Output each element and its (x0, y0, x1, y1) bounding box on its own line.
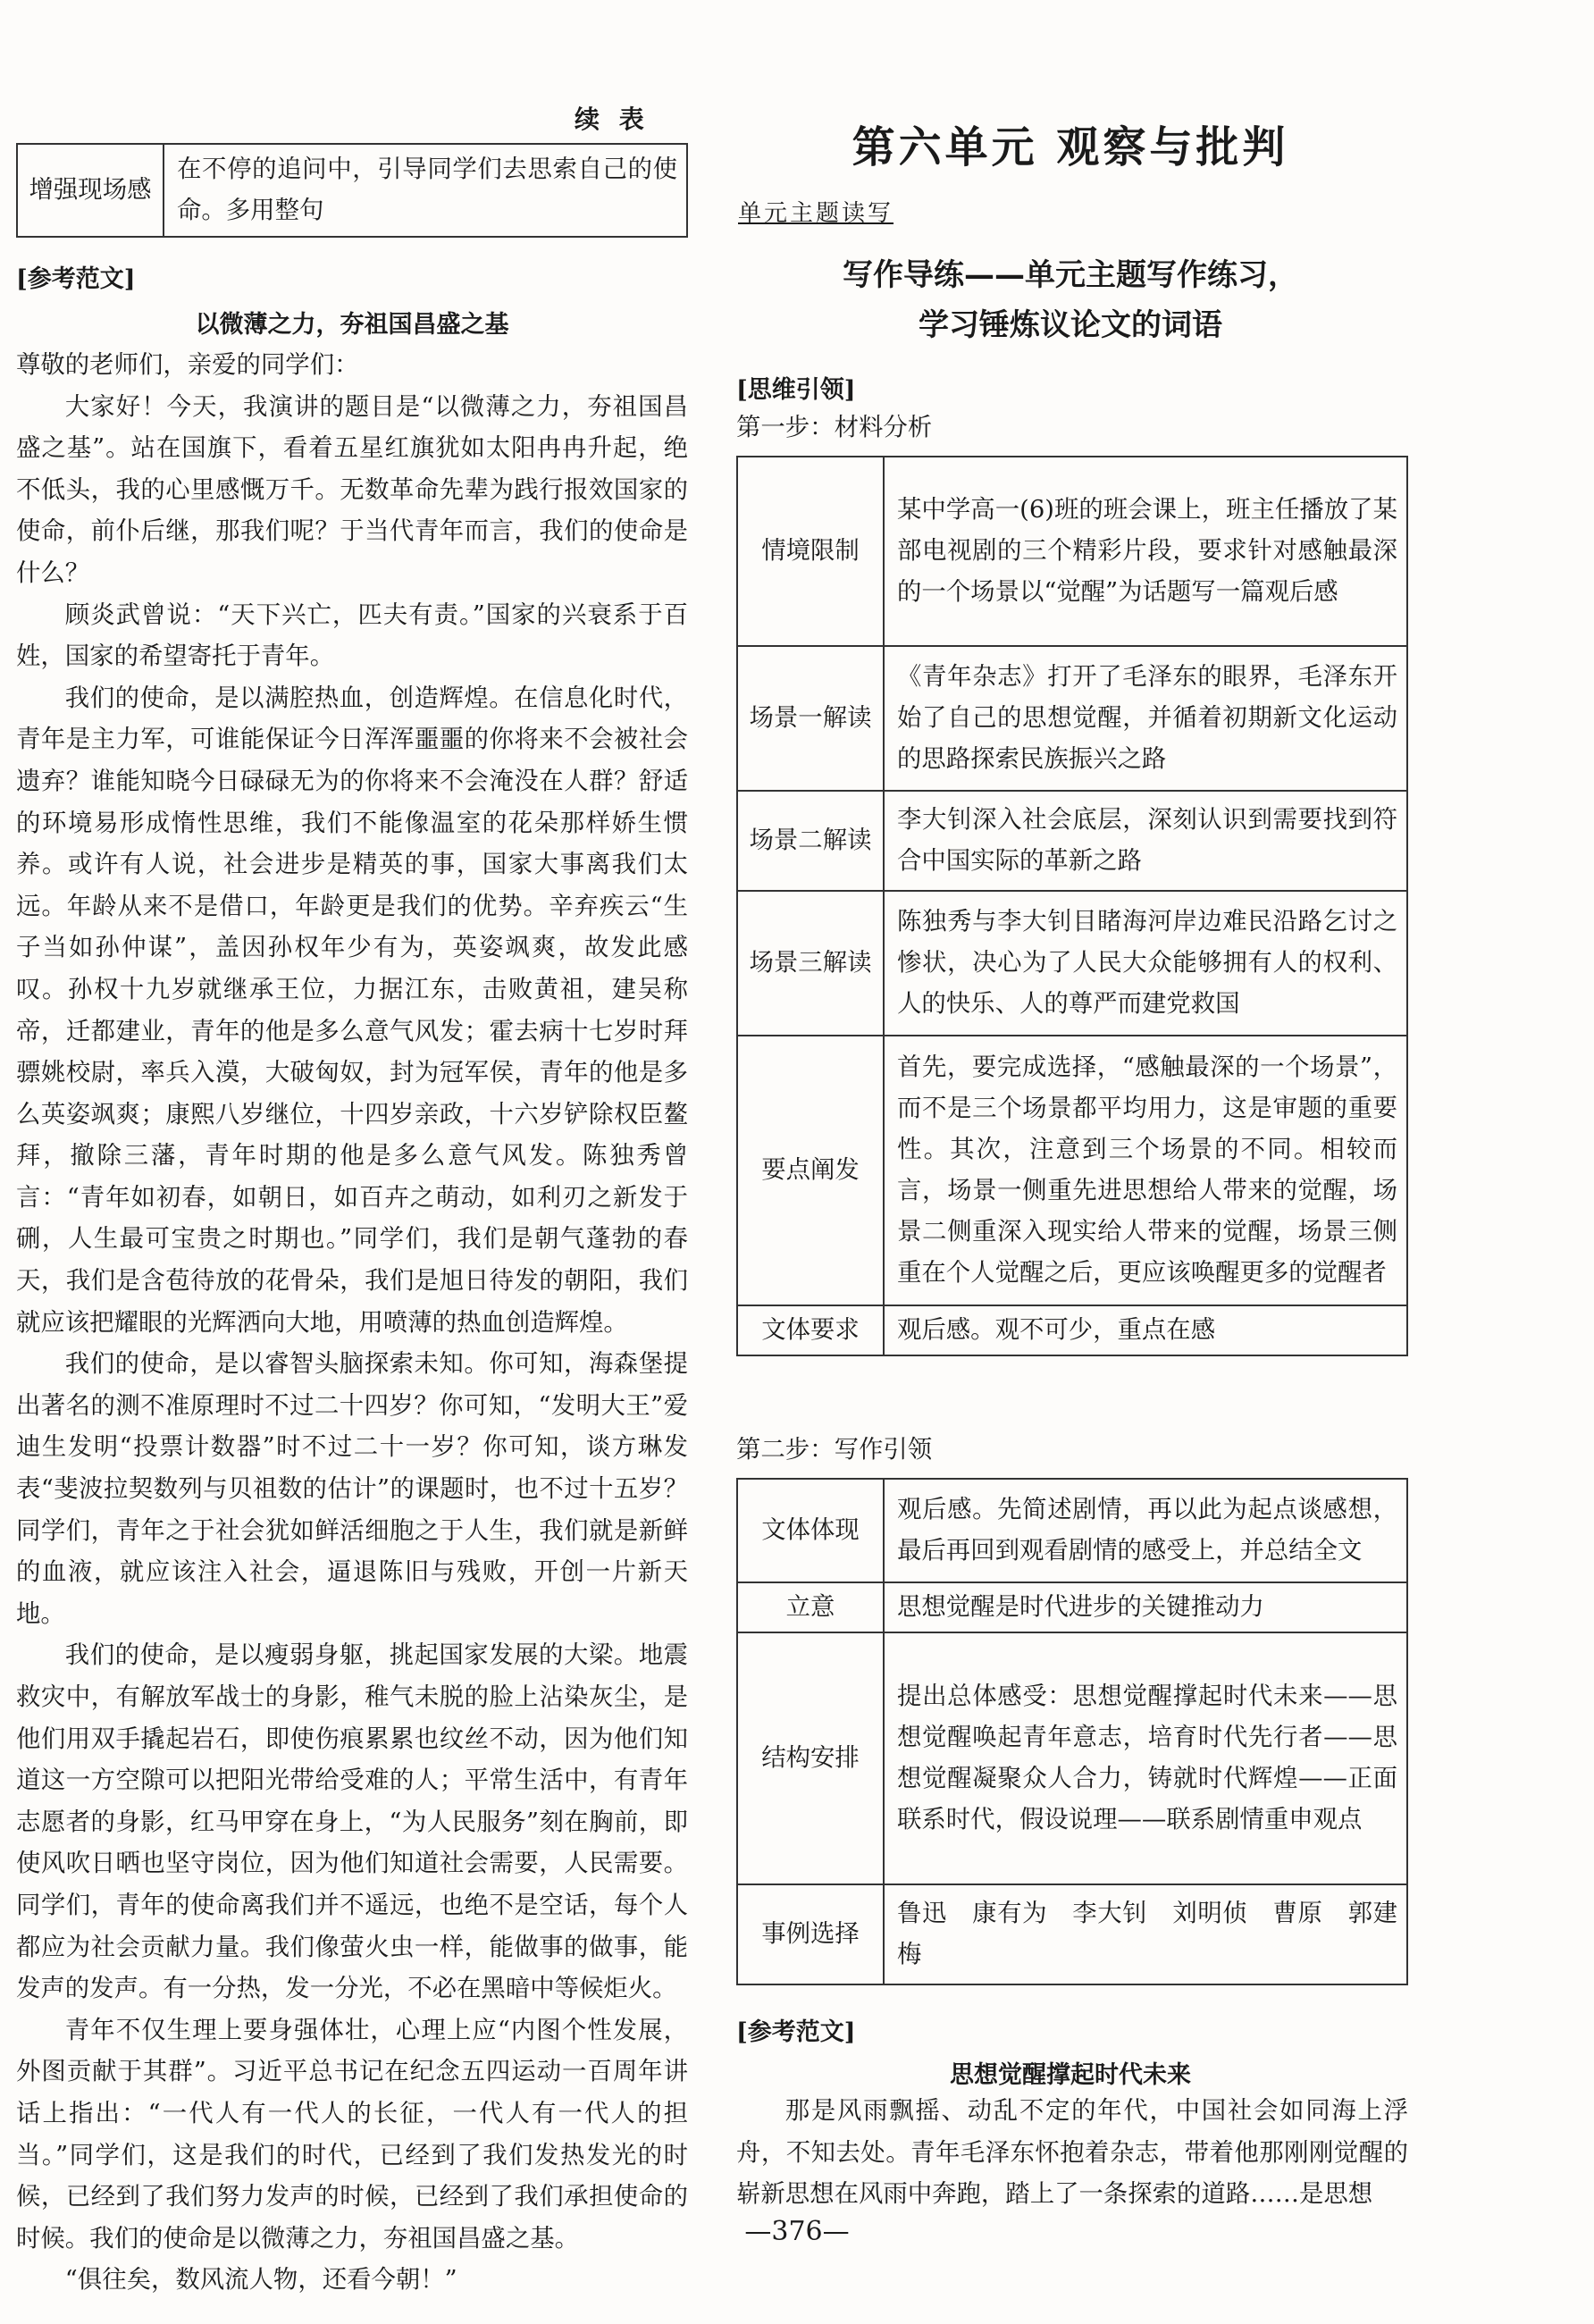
table-text: 首先，要完成选择，“感触最深的一个场景”，而不是三个场景都平均用力，这是审题的重要性。其次，注意到三个场景的不同。相较而言，场景一侧重先进思想给人带来的觉醒，场景二侧重深入现实给人带来的觉醒，场景三侧重在个人觉醒之后，更应该唤醒更多的觉醒者 (884, 1036, 1407, 1305)
paragraph: “俱往矣，数风流人物，还看今朝！” (64, 2266, 457, 2295)
table-text: 李大钊深入社会底层，深刻认识到需要找到符合中国实际的革新之路 (884, 791, 1407, 891)
reference-essay (16, 259, 688, 2302)
table-text: 陈独秀与李大钊目睹海河岸边难民沿路乞讨之惨状，决心为了人民大众能够拥有人的权利、人的快乐、人的尊严而建党救国 (884, 891, 1407, 1036)
writing-title-line2: 学习锤炼议论文的词语 (919, 307, 1222, 343)
table-text: 鲁迅 康有为 李大钊 刘明侦 曹原 郭建梅 (884, 1884, 1407, 1984)
table-row (737, 1036, 1407, 1305)
table-label: 场景二解读 (737, 791, 884, 891)
table-text: 提出总体感受：思想觉醒撑起时代未来——思想觉醒唤起青年意志，培育时代先行者——思想觉醒凝聚众人合力，铸就时代辉煌——正面联系时代，假设说理——联系剧情重申观点 (884, 1632, 1407, 1884)
table-text: 某中学高一(6)班的班会课上，班主任播放了某部电视剧的三个精彩片段，要求针对感触最深的一个场景以“觉醒”为话题写一篇观后感 (884, 457, 1407, 646)
continued-table-label: 续 表 (575, 105, 650, 134)
unit-subtitle: 单元主题读写 (738, 200, 894, 227)
table-label: 文体要求 (737, 1305, 884, 1355)
table-text: 《青年杂志》打开了毛泽东的眼界，毛泽东开始了自己的思想觉醒，并循着初期新文化运动的思路探索民族振兴之路 (884, 646, 1407, 791)
table-label: 情境限制 (737, 457, 884, 646)
table-label: 结构安排 (737, 1632, 884, 1884)
table-label: 事例选择 (737, 1884, 884, 1984)
table-label: 文体体现 (737, 1479, 884, 1582)
table-label: 立意 (737, 1582, 884, 1632)
step-two: 第二步：写作引领 (736, 1436, 933, 1464)
table-text: 在不停的追问中，引导同学们去思索自己的使命。多用整句 (164, 144, 687, 237)
table-row (737, 646, 1407, 791)
paragraph: 那是风雨飘摇、动乱不定的年代，中国社会如同海上浮舟，不知去处。青年毛泽东怀抱着杂志，带着他那刚刚觉醒的崭新思想在风雨中奔跑，踏上了一条探索的道路……是思想 (736, 2097, 1408, 2209)
table-text: 观后感。先简述剧情，再以此为起点谈感想，最后再回到观看剧情的感受上，并总结全文 (884, 1479, 1407, 1582)
continued-table (16, 143, 688, 238)
table-text: 思想觉醒是时代进步的关键推动力 (884, 1582, 1407, 1632)
paragraph: 我们的使命，是以瘦弱身躯，挑起国家发展的大梁。地震救灾中，有解放军战士的身影，稚气未脱的脸上沾染灰尘，是他们用双手撬起岩石，即使伤痕累累也纹丝不动，因为他们知道这一方空隙可以把阳光带给受难的人；平常生活中，有青年志愿者的身影，红马甲穿在身上，“为人民服务”刻在胸前，即使风吹日晒也坚守岗位，因为他们知道社会需要，人民需要。同学们，青年的使命离我们并不遥远，也绝不是空话，每个人都应为社会贡献力量。我们像萤火虫一样，能做事的做事，能发声的发声。有一分热，发一分光，不必在黑暗中等候炬火。 (16, 1641, 688, 2003)
writing-title-line1: 写作导练——单元主题写作练习， (843, 257, 1298, 293)
writing-guide-table (736, 1478, 1408, 1985)
table-label: 要点阐发 (737, 1036, 884, 1305)
page-number: —376— (744, 2216, 850, 2247)
thinking-tag: [思维引领] (736, 376, 856, 404)
salutation: 尊敬的老师们，亲爱的同学们： (16, 351, 359, 379)
table-label: 场景一解读 (737, 646, 884, 791)
table-row (737, 1632, 1407, 1884)
reference-tag: [参考范文] (736, 2018, 856, 2046)
table-row (17, 144, 687, 237)
paragraph: 我们的使命，是以满腔热血，创造辉煌。在信息化时代，青年是主力军，可谁能保证今日浑浑噩噩的你将来不会被社会遗弃？谁能知晓今日碌碌无为的你将来不会淹没在人群？舒适的环境易形成惰性思维，我们不能像温室的花朵那样娇生惯养。或许有人说，社会进步是精英的事，国家大事离我们太远。年龄从来不是借口，年龄更是我们的优势。辛弃疾云“生子当如孙仲谋”，盖因孙权年少有为，英姿飒爽，故发此感叹。孙权十九岁就继承王位，力据江东，击败黄祖，建吴称帝，迁都建业，青年的他是多么意气风发；霍去病十七岁时拜骠姚校尉，率兵入漠，大破匈奴，封为冠军侯，青年的他是多么英姿飒爽；康熙八岁继位，十四岁亲政，十六岁铲除权臣鳌拜，撤除三藩，青年时期的他是多么意气风发。陈独秀曾言：“青年如初春，如朝日，如百卉之萌动，如利刃之新发于硎，人生最可宝贵之时期也。”同学们，我们是朝气蓬勃的春天，我们是含苞待放的花骨朵，我们是旭日待发的朝阳，我们就应该把耀眼的光辉洒向大地，用喷薄的热血创造辉煌。 (16, 684, 688, 1337)
reference-tag: [参考范文] (16, 265, 136, 293)
step-one: 第一步：材料分析 (736, 414, 933, 441)
table-row (737, 891, 1407, 1036)
table-label: 场景三解读 (737, 891, 884, 1036)
table-text: 观后感。观不可少，重点在感 (884, 1305, 1407, 1355)
table-row (737, 1305, 1407, 1355)
table-row (737, 457, 1407, 646)
unit-title: 第六单元 观察与批判 (852, 122, 1289, 172)
essay-title: 以微薄之力，夯祖国昌盛之基 (195, 311, 509, 339)
table-row (737, 1884, 1407, 1984)
essay-title: 思想觉醒撑起时代未来 (950, 2061, 1191, 2089)
paragraph: 顾炎武曾说：“天下兴亡，匹夫有责。”国家的兴衰系于百姓，国家的希望寄托于青年。 (16, 600, 688, 671)
paragraph: 我们的使命，是以睿智头脑探索未知。你可知，海森堡提出著名的测不准原理时不过二十四岁？你可知，“发明大王”爱迪生发明“投票计数器”时不过二十一岁？你可知，谈方琳发表“斐波拉契数列与贝祖数的估计”的课题时，也不过十五岁？同学们，青年之于社会犹如鲜活细胞之于人生，我们就是新鲜的血液，就应该注入社会，逼退陈旧与残败，开创一片新天地。 (16, 1350, 688, 1628)
table-row (737, 1582, 1407, 1632)
table-row (737, 791, 1407, 891)
material-analysis-table (736, 456, 1408, 1356)
paragraph: 大家好！今天，我演讲的题目是“以微薄之力，夯祖国昌盛之基”。站在国旗下，看着五星红旗犹如太阳冉冉升起，绝不低头，我的心里感慨万千。无数革命先辈为践行报效国家的使命，前仆后继，那我们呢？于当代青年而言，我们的使命是什么？ (16, 392, 688, 587)
table-row (737, 1479, 1407, 1582)
table-label: 增强现场感 (17, 144, 164, 237)
paragraph: 青年不仅生理上要身强体壮，心理上应“内图个性发展，外图贡献于其群”。习近平总书记在纪念五四运动一百周年讲话上指出：“一代人有一代人的长征，一代人有一代人的担当。”同学们，这是我们的时代，已经到了我们发热发光的时候，已经到了我们努力发声的时候，已经到了我们承担使命的时候。我们的使命是以微薄之力，夯祖国昌盛之基。 (16, 2016, 688, 2253)
